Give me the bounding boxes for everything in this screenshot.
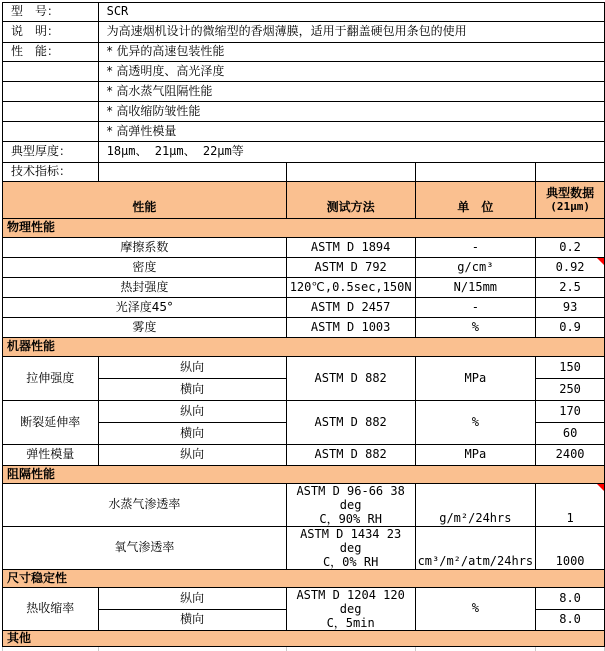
direction-cell: 纵向 — [98, 588, 286, 610]
unit-cell: g/m²/24hrs — [415, 484, 536, 527]
test-method-cell: ASTM D 2457 — [286, 298, 415, 318]
value-cell: 250 — [536, 379, 605, 401]
unit-cell: % — [415, 318, 536, 338]
thickness-row — [3, 142, 605, 163]
property-name-cell: 光泽度45° — [3, 298, 287, 318]
table-row — [3, 401, 605, 423]
unit-cell: - — [415, 298, 536, 318]
test-method-cell: ASTM D 1003 — [286, 318, 415, 338]
test-method-cell: ASTM D 792 — [286, 258, 415, 278]
comment-marker-icon — [597, 484, 604, 491]
property-name-cell: 热封强度 — [3, 278, 287, 298]
method-line: C，5min — [289, 616, 413, 630]
col-header-method: 测试方法 — [286, 182, 415, 219]
method-line: C，90% RH — [289, 512, 413, 526]
test-method-cell: 120℃,0.5sec,150N — [286, 278, 415, 298]
test-method-cell: ASTM D 882 — [286, 357, 415, 401]
feature-item: * 高透明度、高光泽度 — [98, 62, 604, 82]
section-header-barrier: 阻隔性能 — [3, 466, 605, 484]
value-cell: 2400 — [536, 445, 605, 466]
empty-cell — [3, 62, 99, 82]
value-cell: 8.0 — [536, 588, 605, 610]
test-method-cell — [286, 588, 415, 631]
feature-item: * 高水蒸气阻隔性能 — [98, 82, 604, 102]
value-cell: 0.2 — [536, 238, 605, 258]
value-cell: 93 — [536, 298, 605, 318]
unit-cell: N/15mm — [415, 278, 536, 298]
feature-row — [3, 102, 605, 122]
thickness-value: 18μm、 21μm、 22μm等 — [98, 142, 604, 163]
property-name-cell: 水蒸气渗透率 — [3, 484, 287, 527]
model-row — [3, 3, 605, 22]
typical-data-title: 典型数据 — [546, 186, 594, 200]
empty-cell — [3, 102, 99, 122]
section-header-dimensional: 尺寸稳定性 — [3, 570, 605, 588]
table-row — [3, 484, 605, 527]
unit-cell: g/cm³ — [415, 258, 536, 278]
description-row — [3, 22, 605, 43]
empty-cell — [3, 122, 99, 142]
feature-row — [3, 62, 605, 82]
unit-cell: MPa — [415, 445, 536, 466]
property-name-cell: 热收缩率 — [3, 588, 99, 631]
feature-row — [3, 122, 605, 142]
value-cell — [536, 258, 605, 278]
column-header-row — [3, 182, 605, 219]
test-method-cell: ASTM D 1894 — [286, 238, 415, 258]
empty-cell — [3, 82, 99, 102]
feature-row — [3, 43, 605, 62]
section-row — [3, 631, 605, 647]
direction-cell: 纵向 — [98, 357, 286, 379]
table-row — [3, 318, 605, 338]
feature-item: * 高弹性模量 — [98, 122, 604, 142]
empty-cell — [415, 163, 536, 182]
method-line: ASTM D 96-66 38 deg — [289, 484, 413, 512]
section-row — [3, 466, 605, 484]
value-cell: 150 — [536, 357, 605, 379]
unit-cell: MPa — [415, 357, 536, 401]
feature-item: * 优异的高速包装性能 — [98, 43, 604, 62]
section-row — [3, 219, 605, 238]
comment-marker-icon — [597, 258, 604, 265]
description-label: 说 明： — [3, 22, 99, 43]
gridline-row — [3, 647, 605, 651]
property-name-cell: 拉伸强度 — [3, 357, 99, 401]
value-cell: 1000 — [536, 527, 605, 570]
direction-cell: 纵向 — [98, 401, 286, 423]
typical-data-subtitle: (21μm) — [538, 201, 602, 214]
empty-cell — [98, 647, 286, 651]
col-header-unit: 单 位 — [415, 182, 536, 219]
property-name-cell: 雾度 — [3, 318, 287, 338]
table-row — [3, 238, 605, 258]
direction-cell: 横向 — [98, 610, 286, 631]
direction-cell: 纵向 — [98, 445, 286, 466]
table-row — [3, 445, 605, 466]
feature-item: * 高收缩防皱性能 — [98, 102, 604, 122]
test-method-cell: ASTM D 882 — [286, 445, 415, 466]
unit-cell: - — [415, 238, 536, 258]
section-header-other: 其他 — [3, 631, 605, 647]
section-header-mechanical: 机器性能 — [3, 338, 605, 357]
tech-row — [3, 163, 605, 182]
property-name-cell: 密度 — [3, 258, 287, 278]
property-name-cell: 弹性模量 — [3, 445, 99, 466]
performance-label: 性 能： — [3, 43, 99, 62]
value-text: 1 — [566, 511, 573, 525]
empty-cell — [415, 647, 536, 651]
empty-cell — [98, 163, 286, 182]
test-method-cell: ASTM D 882 — [286, 401, 415, 445]
feature-row — [3, 82, 605, 102]
direction-cell: 横向 — [98, 423, 286, 445]
col-header-property: 性能 — [3, 182, 287, 219]
table-row — [3, 258, 605, 278]
col-header-typical — [536, 182, 605, 219]
thickness-label: 典型厚度： — [3, 142, 99, 163]
method-line: ASTM D 1434 23 deg — [289, 527, 413, 555]
value-cell: 8.0 — [536, 610, 605, 631]
tech-label: 技术指标： — [3, 163, 99, 182]
property-name-cell: 断裂延伸率 — [3, 401, 99, 445]
table-row — [3, 278, 605, 298]
table-row — [3, 298, 605, 318]
direction-cell: 横向 — [98, 379, 286, 401]
table-row — [3, 527, 605, 570]
unit-cell: % — [415, 588, 536, 631]
spec-sheet-table — [2, 2, 605, 651]
description-value: 为高速烟机设计的微缩型的香烟薄膜，适用于翻盖硬包用条包的使用 — [98, 22, 604, 43]
property-name-cell: 摩擦系数 — [3, 238, 287, 258]
section-row — [3, 570, 605, 588]
value-cell — [536, 484, 605, 527]
section-header-physical: 物理性能 — [3, 219, 605, 238]
value-cell: 60 — [536, 423, 605, 445]
test-method-cell — [286, 527, 415, 570]
model-label: 型 号： — [3, 3, 99, 22]
value-cell: 0.9 — [536, 318, 605, 338]
empty-cell — [536, 163, 605, 182]
value-text: 0.92 — [556, 260, 585, 274]
unit-cell: % — [415, 401, 536, 445]
empty-cell — [536, 647, 605, 651]
empty-cell — [286, 163, 415, 182]
section-row — [3, 338, 605, 357]
method-line: ASTM D 1204 120 deg — [289, 588, 413, 616]
value-cell: 170 — [536, 401, 605, 423]
model-value: SCR — [98, 3, 604, 22]
table-row — [3, 357, 605, 379]
unit-cell: cm³/m²/atm/24hrs — [415, 527, 536, 570]
value-cell: 2.5 — [536, 278, 605, 298]
empty-cell — [286, 647, 415, 651]
method-line: C，0% RH — [289, 555, 413, 569]
test-method-cell — [286, 484, 415, 527]
empty-cell — [3, 647, 99, 651]
property-name-cell: 氧气渗透率 — [3, 527, 287, 570]
